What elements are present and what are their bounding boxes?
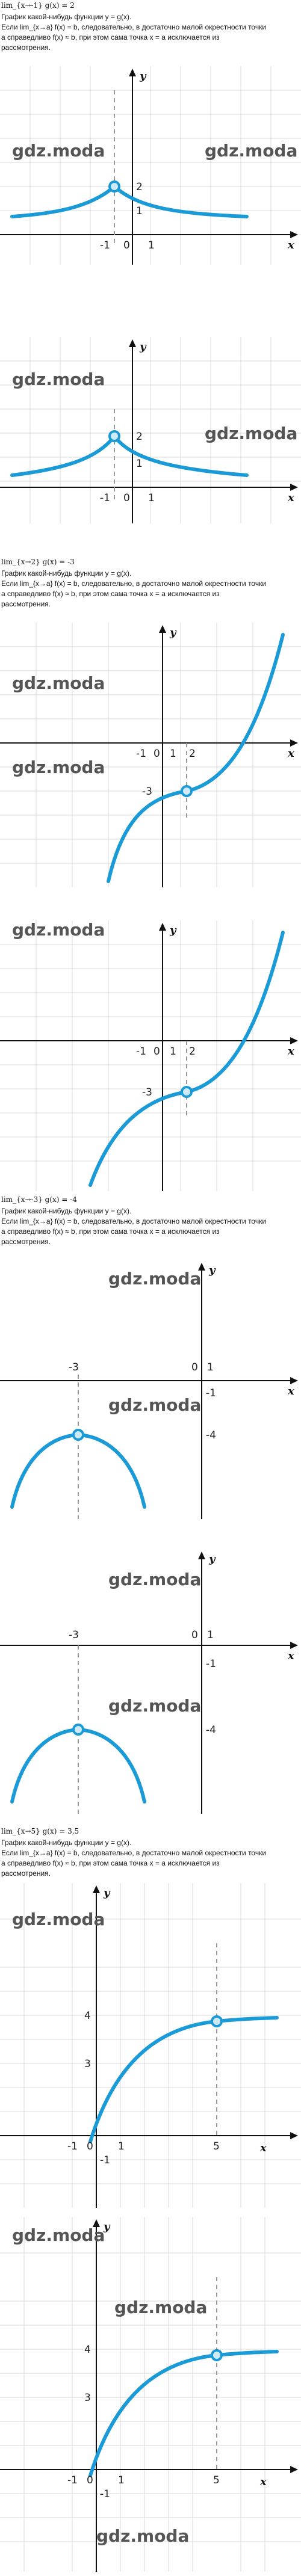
tick-label: 3 bbox=[84, 2392, 91, 2404]
function-graph bbox=[0, 1549, 301, 1814]
text-line: a справедливо f(x) ≈ b, при этом сама точка x = a исключается из bbox=[1, 1859, 220, 1867]
y-axis-label: y bbox=[104, 1887, 110, 1899]
tick-label: 4 bbox=[84, 2344, 91, 2356]
text-line: a справедливо f(x) ≈ b, при этом сама точка x = a исключается из bbox=[1, 1227, 220, 1236]
x-axis-arrow bbox=[290, 1037, 298, 1044]
tick-label: -3 bbox=[142, 786, 152, 798]
tick-label: 2 bbox=[189, 748, 196, 760]
tick-label: 1 bbox=[207, 1361, 214, 1373]
tick-label: 1 bbox=[170, 748, 176, 760]
watermark: gdz.moda bbox=[114, 2297, 208, 2317]
tick-label: -1 bbox=[100, 2154, 110, 2166]
tick-label: -1 bbox=[136, 1046, 146, 1058]
y-axis-label: y bbox=[209, 1553, 216, 1565]
text-line: Если lim_{x→a} f(x) = b, следовательно, в достаточно малой окрестности точки bbox=[1, 579, 267, 588]
x-axis-arrow bbox=[290, 231, 298, 238]
tick-label: -1 bbox=[67, 2474, 78, 2486]
tick-label: -4 bbox=[206, 1429, 216, 1441]
tick-label: 2 bbox=[189, 1046, 196, 1058]
x-axis-label: x bbox=[288, 1045, 294, 1058]
tick-label: -1 bbox=[136, 748, 146, 760]
text-line: рассмотрения. bbox=[1, 1237, 51, 1246]
x-axis-label: x bbox=[288, 1385, 294, 1397]
text-line: График какой-нибудь функции y = g(x). bbox=[1, 1207, 132, 1215]
tick-label: 1 bbox=[136, 458, 143, 470]
x-axis-arrow bbox=[290, 2466, 298, 2473]
watermark: gdz.moda bbox=[12, 141, 105, 161]
tick-label: 4 bbox=[84, 2010, 91, 2022]
x-axis-label: x bbox=[288, 1650, 294, 1662]
y-axis-label: y bbox=[209, 1264, 216, 1277]
function-graph bbox=[0, 920, 301, 1191]
y-axis-arrow bbox=[159, 625, 166, 633]
tick-label: 2 bbox=[136, 181, 143, 193]
x-axis-label: x bbox=[288, 747, 294, 760]
text-line: График какой-нибудь функции y = g(x). bbox=[1, 13, 132, 21]
limit-point bbox=[73, 1430, 83, 1440]
tick-label: 5 bbox=[213, 2474, 220, 2486]
watermark: gdz.moda bbox=[96, 2526, 190, 2546]
watermark: gdz.moda bbox=[108, 1570, 202, 1589]
x-axis-arrow bbox=[290, 739, 298, 747]
y-axis-label: y bbox=[104, 2220, 110, 2233]
section-text bbox=[1, 1838, 297, 1879]
tick-label: 0 bbox=[123, 492, 130, 504]
tick-label: -1 bbox=[100, 2488, 110, 2500]
tick-label: 2 bbox=[136, 431, 143, 443]
section-heading: lim_{x→2} g(x) = -3 bbox=[1, 558, 75, 566]
tick-label: 1 bbox=[170, 1046, 176, 1058]
text-line: рассмотрения. bbox=[1, 600, 51, 608]
section-heading: lim_{x→-1} g(x) = 2 bbox=[1, 1, 75, 10]
tick-label: 0 bbox=[87, 2474, 93, 2486]
function-curve bbox=[108, 635, 283, 881]
text-line: График какой-нибудь функции y = g(x). bbox=[1, 1838, 132, 1847]
tick-label: -1 bbox=[67, 2140, 78, 2152]
y-axis-label: y bbox=[170, 924, 176, 937]
limit-point bbox=[73, 1725, 83, 1734]
limit-point bbox=[212, 2017, 222, 2026]
watermark: gdz.moda bbox=[12, 1909, 105, 1929]
x-axis-label: x bbox=[260, 2476, 267, 2488]
watermark: gdz.moda bbox=[12, 369, 105, 389]
y-axis-arrow bbox=[93, 1885, 100, 1893]
section-text bbox=[1, 1206, 297, 1247]
y-axis-arrow bbox=[129, 339, 136, 347]
limit-point bbox=[110, 182, 119, 191]
limit-point bbox=[110, 431, 119, 441]
function-graph bbox=[0, 337, 301, 523]
text-line: a справедливо f(x) ≈ b, при этом сама точка x = a исключается из bbox=[1, 590, 220, 598]
text-line: Если lim_{x→a} f(x) = b, следовательно, в достаточно малой окрестности точки bbox=[1, 1849, 267, 1857]
text-line: График какой-нибудь функции y = g(x). bbox=[1, 569, 132, 578]
tick-label: -1 bbox=[206, 1658, 216, 1670]
text-line: Если lim_{x→a} f(x) = b, следовательно, в достаточно малой окрестности точки bbox=[1, 1217, 267, 1225]
limit-point bbox=[182, 786, 191, 796]
watermark: gdz.moda bbox=[12, 920, 105, 940]
tick-label: -1 bbox=[100, 492, 110, 504]
section-heading: lim_{x→-3} g(x) = -4 bbox=[1, 1195, 77, 1204]
y-axis-label: y bbox=[170, 626, 176, 639]
watermark: gdz.moda bbox=[12, 2225, 105, 2245]
graph-grid bbox=[0, 920, 301, 1191]
tick-label: -3 bbox=[69, 1629, 79, 1641]
tick-label: 5 bbox=[213, 2140, 220, 2152]
x-axis-arrow bbox=[290, 1642, 298, 1649]
y-axis-label: y bbox=[140, 70, 146, 82]
y-axis-arrow bbox=[129, 69, 136, 76]
y-axis-arrow bbox=[159, 923, 166, 931]
watermark: gdz.moda bbox=[205, 424, 298, 443]
graph-grid bbox=[0, 623, 301, 887]
section-3 bbox=[0, 1194, 301, 1826]
tick-label: 1 bbox=[118, 2474, 125, 2486]
tick-label: -1 bbox=[100, 239, 110, 251]
x-axis-label: x bbox=[288, 491, 294, 504]
function-graph bbox=[0, 1883, 301, 2208]
tick-label: 0 bbox=[154, 748, 160, 760]
watermark: gdz.moda bbox=[12, 673, 105, 693]
tick-label: 1 bbox=[148, 239, 155, 251]
watermark: gdz.moda bbox=[12, 757, 105, 777]
section-text bbox=[1, 12, 297, 53]
watermark: gdz.moda bbox=[108, 1269, 202, 1289]
x-axis-label: x bbox=[260, 2142, 267, 2154]
y-axis-arrow bbox=[198, 1551, 205, 1559]
tick-label: 1 bbox=[118, 2140, 125, 2152]
x-axis-arrow bbox=[290, 1377, 298, 1384]
section-4 bbox=[0, 1826, 301, 2576]
graph-grid bbox=[0, 2217, 301, 2572]
tick-label: 0 bbox=[123, 239, 130, 251]
text-line: a справедливо f(x) ≈ b, при этом сама точка x = a исключается из bbox=[1, 33, 220, 42]
section-text bbox=[1, 569, 297, 609]
x-axis-arrow bbox=[290, 484, 298, 491]
function-curve bbox=[90, 2352, 277, 2476]
limit-point bbox=[212, 2350, 222, 2360]
section-1 bbox=[0, 0, 301, 602]
x-axis-arrow bbox=[290, 2132, 298, 2139]
tick-label: -3 bbox=[142, 1086, 152, 1098]
x-axis-label: x bbox=[288, 239, 294, 251]
section-heading: lim_{x→5} g(x) = 3,5 bbox=[1, 1827, 79, 1835]
function-curve bbox=[12, 186, 247, 217]
text-line: рассмотрения. bbox=[1, 1869, 51, 1878]
text-line: рассмотрения. bbox=[1, 43, 51, 52]
tick-label: -1 bbox=[206, 1387, 216, 1399]
watermark: gdz.moda bbox=[108, 1395, 202, 1415]
text-line: Если lim_{x→a} f(x) = b, следовательно, в достаточно малой окрестности точки bbox=[1, 23, 267, 31]
tick-label: 0 bbox=[191, 1361, 198, 1373]
tick-label: 1 bbox=[148, 492, 155, 504]
tick-label: 0 bbox=[191, 1629, 198, 1641]
tick-label: 0 bbox=[154, 1046, 160, 1058]
tick-label: -3 bbox=[69, 1361, 79, 1373]
tick-label: 0 bbox=[87, 2140, 93, 2152]
function-graph bbox=[0, 66, 301, 265]
section-2 bbox=[0, 556, 301, 1194]
tick-label: 1 bbox=[136, 205, 143, 217]
tick-label: -4 bbox=[206, 1724, 216, 1736]
watermark: gdz.moda bbox=[205, 141, 298, 161]
function-graph bbox=[0, 623, 301, 887]
tick-label: 3 bbox=[84, 2058, 91, 2070]
tick-label: 1 bbox=[207, 1629, 214, 1641]
limit-point bbox=[182, 1087, 191, 1097]
function-curve bbox=[90, 2018, 277, 2142]
y-axis-label: y bbox=[140, 340, 146, 353]
function-graph bbox=[0, 2217, 301, 2572]
watermark: gdz.moda bbox=[108, 1696, 202, 1716]
function-graph bbox=[0, 1260, 301, 1519]
